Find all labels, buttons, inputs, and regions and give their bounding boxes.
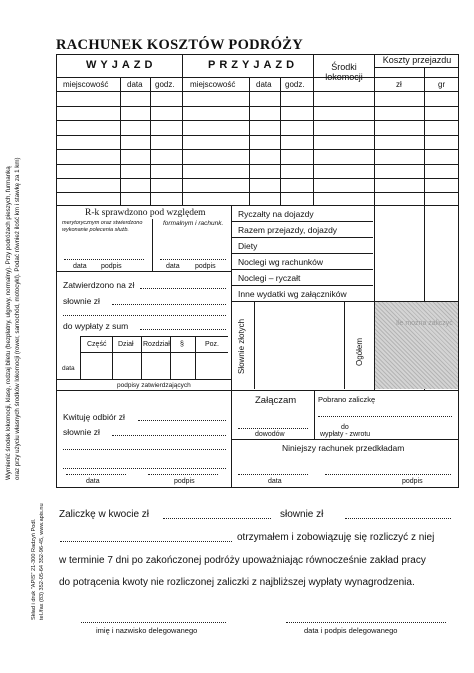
receipt-podpis: podpis bbox=[174, 478, 195, 485]
publisher-line2: tel./fax (83) 352-05-64 352-96-45, www.apis.nu bbox=[39, 503, 45, 620]
col-zl: zł bbox=[396, 80, 402, 89]
col-data-1: data bbox=[127, 80, 143, 89]
receipt-dowodow: dowodów bbox=[255, 431, 285, 438]
shaded-field-text: Ile można zaliczyć bbox=[396, 320, 453, 327]
approve-dzial: Dział bbox=[118, 341, 134, 348]
signature-right-label: data i podpis delegowanego bbox=[304, 626, 398, 635]
receipt-zalaczam: Załączam bbox=[255, 395, 297, 406]
header-wyjazd: WYJAZD bbox=[86, 59, 157, 71]
label-slownie-zlotych: Słownie złotych bbox=[237, 318, 246, 374]
receipt-podpis-2: podpis bbox=[402, 478, 423, 485]
approve-poz: Poz. bbox=[205, 341, 220, 348]
cost-noclegi-rachunki: Noclegi wg rachunków bbox=[238, 257, 324, 267]
label-ogolem: Ogółem bbox=[355, 337, 364, 366]
advance-line4: do potrącenia kwoty nie rozliczonej zaliczki z najbliższej wypłaty wynagrodzenia. bbox=[59, 577, 415, 588]
cost-noclegi-ryczalt: Noclegi – ryczałt bbox=[238, 273, 301, 283]
receipt-slownie: słownie zł bbox=[63, 427, 100, 437]
advance-line3: w terminie 7 dni po zakończonej podróży upoważniając równocześnie zakład pracy bbox=[59, 555, 426, 566]
verify-data-2: data bbox=[166, 263, 180, 270]
side-instructions bbox=[2, 60, 64, 620]
col-miejscowosc-1: miejscowość bbox=[63, 80, 109, 89]
cost-razem: Razem przejazdy, dojazdy bbox=[238, 225, 338, 235]
col-gr: gr bbox=[438, 80, 446, 89]
verify-podpis-1: podpis bbox=[101, 263, 122, 270]
col-godz-2: godz. bbox=[285, 80, 305, 89]
approve-data: data bbox=[62, 365, 75, 372]
cost-inne: Inne wydatki wg załączników bbox=[238, 289, 347, 299]
receipt-data-2: data bbox=[268, 478, 282, 485]
side-instructions-line1: Wymienić środek lokomocji, klasę, rodzaj biletu (bezpłatny, ulgowy, normalny). Przy podróżach pieszych, furmanką bbox=[5, 166, 12, 480]
advance-slownie-label: słownie zł bbox=[280, 509, 324, 520]
approve-zatwierdzono: Zatwierdzono na zł bbox=[63, 280, 135, 290]
approve-podpisy: podpisy zatwierdzających bbox=[117, 382, 191, 389]
approve-rozdzial: Rozdział bbox=[143, 341, 170, 348]
receipt-pobrano: Pobrano zaliczkę bbox=[318, 395, 376, 404]
advance-line2: otrzymałem i zobowiązuję się rozliczyć z niej bbox=[237, 532, 435, 543]
header-koszty-przejazdu: Koszty przejazdu bbox=[382, 55, 452, 65]
shaded-field bbox=[375, 302, 458, 389]
cost-ryczalty: Ryczałty na dojazdy bbox=[238, 209, 314, 219]
receipt-wyplaty-zwrotu: wypłaty - zwrotu bbox=[320, 431, 371, 438]
header-srodki-lokomocji: Środki lokomocji bbox=[325, 62, 363, 82]
verify-merytoryczny: merytorycznym oraz stwierdzono wykonanie polecenia służb. bbox=[62, 220, 143, 233]
approve-do-wyplaty: do wypłaty z sum bbox=[63, 321, 129, 331]
col-data-2: data bbox=[256, 80, 272, 89]
signature-left-label: imię i nazwisko delegowanego bbox=[96, 626, 198, 635]
receipt-do: do bbox=[341, 424, 349, 431]
receipt-niniejszy: Niniejszy rachunek przedkładam bbox=[282, 443, 405, 453]
approve-czesc: Część bbox=[87, 341, 107, 348]
verify-data-1: data bbox=[73, 263, 87, 270]
col-godz-1: godz. bbox=[155, 80, 175, 89]
verify-title: R-k sprawdzono pod względem bbox=[85, 208, 206, 218]
receipt-data: data bbox=[86, 478, 100, 485]
col-miejscowosc-2: miejscowość bbox=[190, 80, 236, 89]
publisher-line1: Skład i druk "APIS" 21-300 Radzyń Podl. bbox=[31, 518, 37, 620]
header-przyjazd: PRZYJAZD bbox=[208, 59, 299, 71]
receipt-kwituje: Kwituję odbiór zł bbox=[63, 412, 125, 422]
page-title: RACHUNEK KOSZTÓW PODRÓŻY bbox=[56, 37, 304, 53]
side-instructions-line2: oraz przy użyciu własnych środków lokomocji (rower, samochód, motocykl). Podać również ilość km i stawkę za 1 km) bbox=[14, 157, 21, 480]
cost-diety: Diety bbox=[238, 241, 258, 251]
verify-formalnym: formalnym i rachunk. bbox=[163, 220, 224, 227]
verify-podpis-2: podpis bbox=[195, 263, 216, 270]
approve-paragraf: § bbox=[180, 341, 184, 348]
advance-kwota-label: Zaliczkę w kwocie zł bbox=[59, 509, 150, 520]
approve-slownie: słownie zł bbox=[63, 296, 100, 306]
